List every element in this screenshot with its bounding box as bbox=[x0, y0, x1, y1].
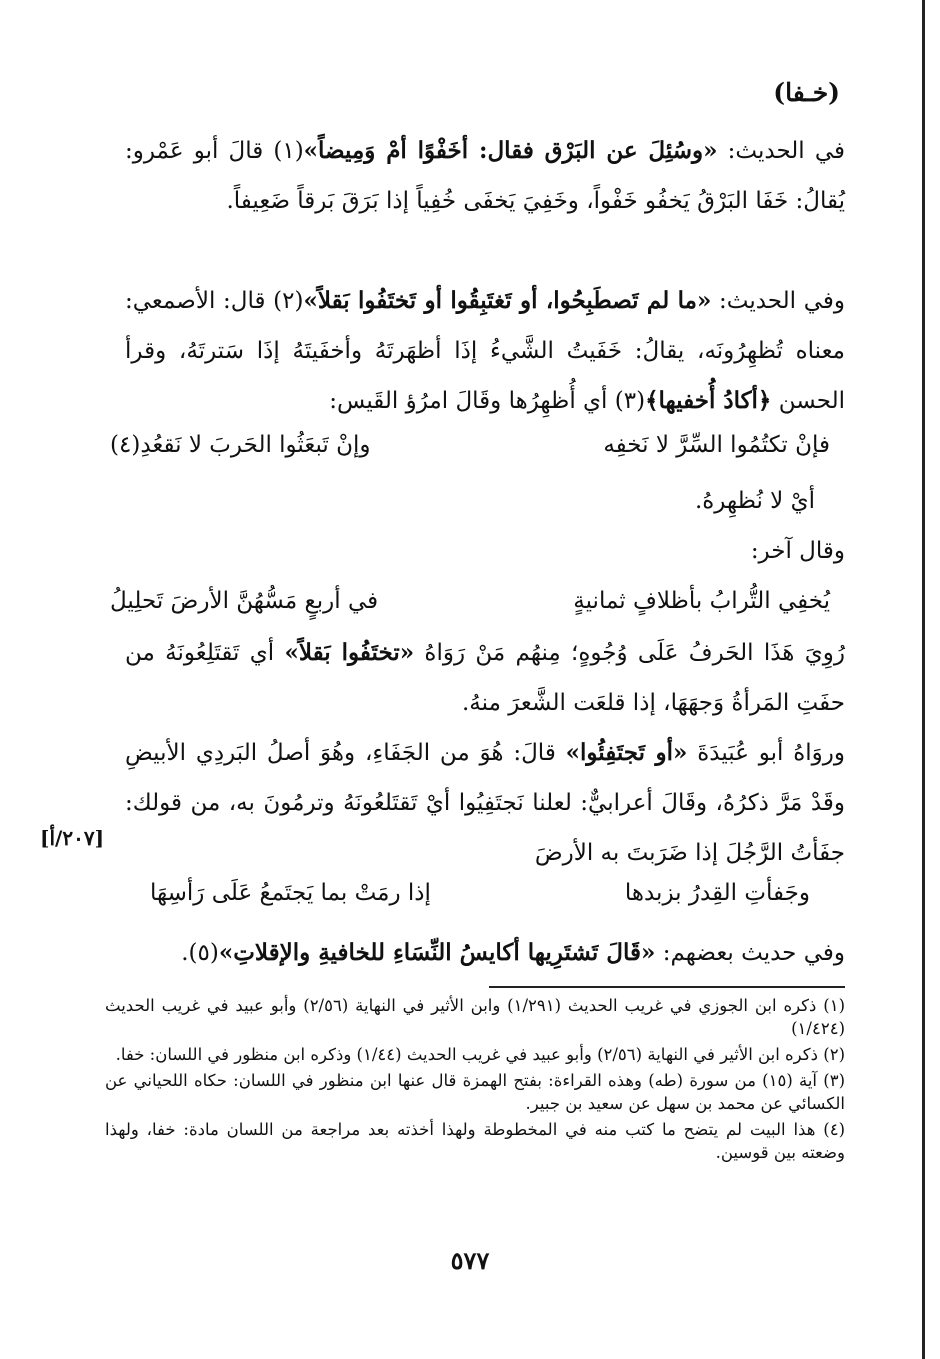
verse-2-first-hemistich: يُخفِي التُّرابُ بأظلافٍ ثمانيةٍ bbox=[573, 588, 830, 614]
paragraph-5 bbox=[125, 928, 845, 978]
other-poet-line: وقال آخر: bbox=[750, 538, 845, 564]
para2-pre: وفي الحديث: bbox=[711, 288, 846, 314]
footnotes bbox=[105, 994, 845, 1167]
para3-post: أي تَقتَلِعُونَهُ من حفَتِ المَرأةُ وَجهَهَا، إذا قلعَت الشَّعرَ منهُ. bbox=[125, 640, 845, 716]
page-number: ٥٧٧ bbox=[450, 1246, 490, 1275]
para4-post: قالَ: هُوَ من الجَفَاءِ، وهُوَ أصلُ البَردِي الأبيضِ وقَدْ مَرَّ ذكرُهُ، وقَالَ أعرابيٌّ: لعلنا نَجتَفِيُوا أيْ تَقتَلعُونَهُ وترمُونَ به، من قولك: جفَأتُ الرَّجُلَ إذا ضَرَبتَ به الأرضَ bbox=[125, 740, 845, 866]
manuscript-folio-note: [٢٠٧/أ] bbox=[40, 826, 105, 850]
para1-post: قالَ أبو عَمْرو: يُقالُ: خَفَا البَرْقُ يَخفُو خَفْواً، وخَفِيَ يَخفَى خُفِياً إذا بَرَقَ بَرقاً ضَعِيفاً. bbox=[125, 138, 845, 214]
paragraph-1 bbox=[125, 126, 845, 226]
para2-ref2: (٣) bbox=[614, 388, 646, 414]
verse-2 bbox=[110, 588, 830, 614]
footnote-4: (٤) هذا البيت لم يتضح ما كتب منه في المخطوطة ولهذا أخذته بعد مراجعة من اللسان مادة: خفا، ولهذا وضعته بين قوسين. bbox=[105, 1120, 845, 1162]
line-after-verse-1 bbox=[125, 476, 845, 526]
para3-pre: رُوِيَ هَذَا الحَرفُ عَلَى وُجُوهٍ؛ مِنهُم مَنْ رَوَاهُ bbox=[414, 640, 845, 666]
para1-pre: في الحديث: bbox=[717, 138, 845, 164]
quran-quote: ﴿أكادُ أُخفيها﴾ bbox=[645, 387, 772, 414]
verse-3 bbox=[150, 880, 810, 906]
explanation-line: أيْ لا نُظهِرهُ. bbox=[694, 488, 815, 514]
entry-header: (خـفا) bbox=[773, 78, 840, 107]
footnote-2: (٢) ذكره ابن الأثير في النهاية (٢/٥٦) وأبو عبيد في غريب الحديث (١/٤٤) وذكره ابن منظور في اللسان: خفا. bbox=[115, 1045, 845, 1064]
para2-post: أي أُظهِرُها وقَالَ امرُؤ القَيس: bbox=[329, 388, 615, 414]
para5-pre: وفي حديث بعضهم: bbox=[655, 940, 845, 966]
para1-ref: (١) bbox=[273, 138, 304, 164]
paragraph-4 bbox=[125, 728, 845, 878]
verse-1 bbox=[110, 432, 830, 458]
para4-quote: «أو تَجتَفِئُوا» bbox=[565, 739, 688, 766]
para5-quote: «قَالَ تَشتَرِيها أكايسُ النِّسَاءِ للخافيةِ والإقلاتِ» bbox=[218, 939, 656, 966]
para5-post: . bbox=[181, 940, 189, 966]
footnote-3: (٣) آية (١٥) من سورة (طه) وهذه القراءة: بفتح الهمزة قال عنها ابن منظور في اللسان: حكاه اللحياني عن الكسائي عن محمد بن سهل عن سعيد بن جبير. bbox=[105, 1071, 845, 1113]
paragraph-3 bbox=[125, 628, 845, 728]
scan-edge-line bbox=[922, 0, 925, 1359]
verse-3-first-hemistich: وجَفأتِ القِدرُ بزبدها bbox=[624, 880, 810, 906]
para1-quote: «وسُئِلَ عن البَرْق فقال: أخَفْوًا أمْ وَمِيضاً» bbox=[303, 137, 718, 164]
verse-1-first-hemistich: فإنْ تكتُمُوا السِّرَّ لا نَخفِه bbox=[603, 432, 830, 458]
para2-mid: قال: الأصمعي: معناه تُظهِرُونَه، يقالُ: خَفَيتُ الشَّيءُ إذَا أظهَرتَهُ وأخفَيتَهُ إذَا سَترتَهُ، وقرأ الحسن bbox=[125, 288, 845, 414]
verse-2-second-hemistich: في أربعٍ مَسُّهُنَّ الأرضَ تَحلِيلُ bbox=[110, 588, 379, 614]
para5-ref: (٥) bbox=[188, 940, 219, 966]
para2-quote: «ما لم تَصطَبِحُوا، أو تَغتَبِقُوا أو تَختَفُوا بَقلاً» bbox=[303, 287, 712, 314]
footnote-divider bbox=[489, 986, 845, 988]
para4-pre: وروَاهُ أبو عُبَيدَةَ bbox=[687, 740, 845, 766]
paragraph-2 bbox=[125, 276, 845, 426]
para3-quote: «تختَفُوا بَقلاً» bbox=[284, 639, 415, 666]
para2-ref: (٢) bbox=[273, 288, 304, 314]
verse-1-second-hemistich: وإنْ تَبعَثُوا الحَربَ لا نَقعُدِ(٤) bbox=[110, 432, 371, 458]
verse-3-second-hemistich: إذا رمَتْ بما يَجتَمعُ عَلَى رَأسِهَا bbox=[150, 880, 431, 906]
footnote-1: (١) ذكره ابن الجوزي في غريب الحديث (١/٢٩١) وابن الأثير في النهاية (٢/٥٦) وأبو عبيد في غريب الحديث (١/٤٢٤) bbox=[105, 996, 845, 1038]
line-aakhar bbox=[125, 526, 845, 576]
